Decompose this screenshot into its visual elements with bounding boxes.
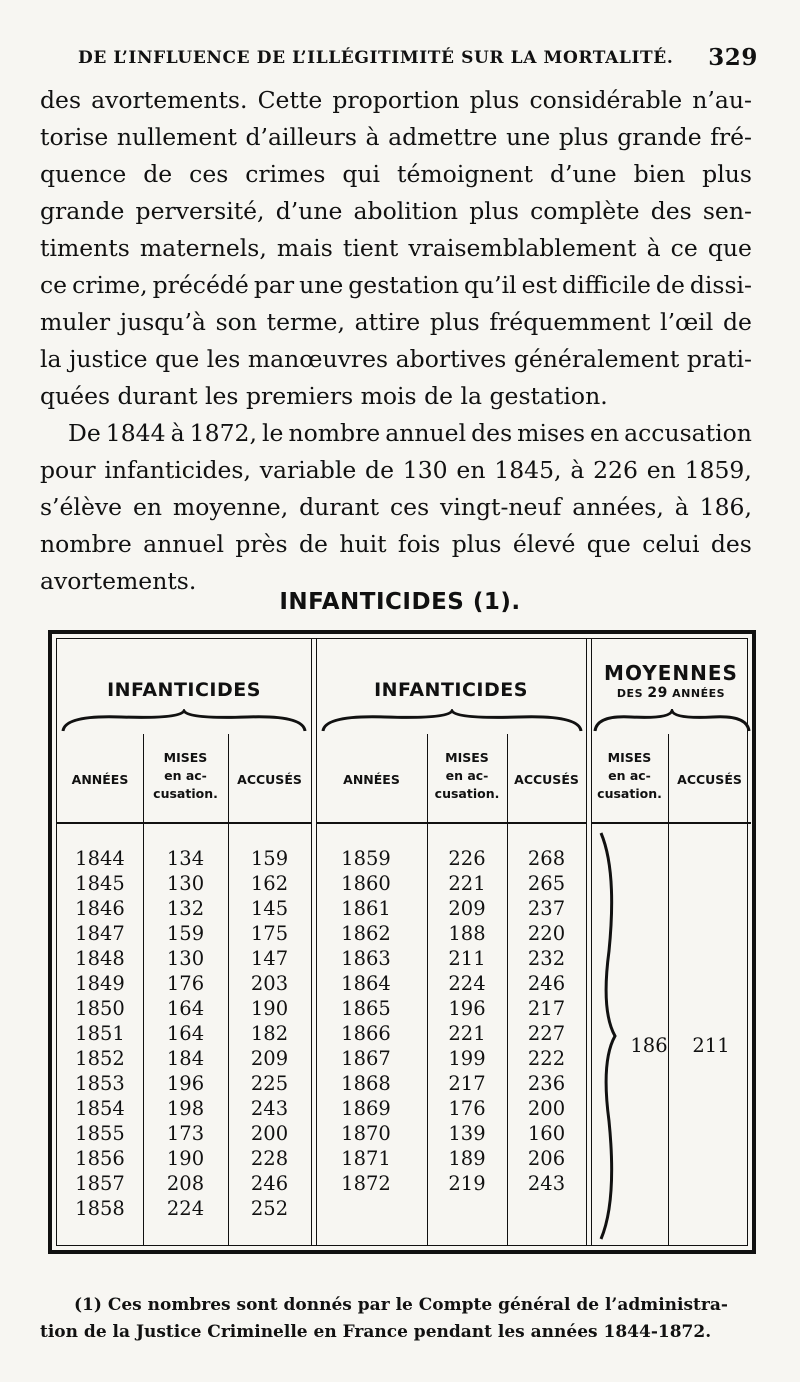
- paragraph1-line: [40, 119, 752, 156]
- col-header-accuses-left: ACCUSÉS: [237, 772, 302, 787]
- word: des: [650, 197, 692, 225]
- table-cell: 243: [250, 1097, 289, 1120]
- word: vraisemblablement: [408, 234, 637, 262]
- table-cell: 1863: [341, 947, 391, 970]
- table-cell: 182: [250, 1022, 289, 1045]
- word: par: [253, 271, 295, 299]
- table-cell: 224: [166, 1197, 205, 1220]
- paragraph1-line: [40, 82, 752, 119]
- word: une: [299, 271, 344, 299]
- table-cell: 198: [166, 1097, 205, 1120]
- word: fois: [397, 530, 441, 558]
- table-cell: 1864: [341, 972, 391, 995]
- table-cell: 1849: [75, 972, 125, 995]
- word: gestation: [348, 271, 459, 299]
- table-cell: 224: [448, 972, 486, 995]
- brace-right: [593, 709, 751, 735]
- word: sen-: [702, 197, 752, 225]
- table-cell: 132: [166, 897, 205, 920]
- word: tient: [342, 234, 399, 262]
- table-cell: 147: [250, 947, 289, 970]
- table-cell: 208: [166, 1172, 205, 1195]
- word: d’ailleurs: [245, 123, 357, 151]
- paragraph1-line: [40, 267, 752, 304]
- word: annuel: [143, 530, 224, 558]
- word: prati-: [686, 345, 752, 373]
- word: maternels,: [139, 234, 267, 262]
- table-cell: 1866: [341, 1022, 391, 1045]
- table-cell: 217: [448, 1072, 486, 1095]
- word: ce: [670, 234, 698, 262]
- word: une: [506, 123, 551, 151]
- table-cell: 1865: [341, 997, 391, 1020]
- group-header-middle: INFANTICIDES: [374, 679, 528, 701]
- word: les: [206, 345, 241, 373]
- table-cell: 243: [527, 1172, 566, 1195]
- moyennes-sub-pre: DES: [616, 687, 643, 700]
- word: attire: [354, 308, 421, 336]
- table-cell: 222: [527, 1047, 566, 1070]
- footnote-line-1: (1) Ces nombres sont donnés par le Compte général de l’administra-: [74, 1295, 728, 1315]
- word: jusqu’à: [119, 308, 206, 336]
- word: manœuvres: [247, 345, 389, 373]
- table-cell: 196: [166, 1072, 205, 1095]
- table-cell: 1848: [75, 947, 125, 970]
- running-head-title: DE L’INFLUENCE DE L’ILLÉGITIMITÉ SUR LA MORTALITÉ.: [78, 48, 674, 68]
- paragraph1-line: [40, 341, 752, 378]
- word: d’une: [549, 160, 617, 188]
- table-cell: 217: [527, 997, 566, 1020]
- table-cell: 200: [527, 1097, 566, 1120]
- word: de: [298, 530, 328, 558]
- table-cell: 1859: [341, 847, 391, 870]
- table-cell: 159: [250, 847, 289, 870]
- word: nombre: [288, 419, 381, 447]
- word: De: [68, 419, 101, 447]
- word: à: [365, 123, 380, 151]
- table-cell: 134: [166, 847, 205, 870]
- mises-label-3: cusation.: [153, 786, 218, 801]
- word: infanticides,: [104, 456, 251, 484]
- table-cell: 268: [527, 847, 566, 870]
- word: près: [235, 530, 288, 558]
- word: grande: [40, 197, 125, 225]
- word: admettre: [388, 123, 498, 151]
- moyennes-sub-post: ANNÉES: [672, 687, 726, 700]
- paragraph-1: [40, 82, 752, 415]
- body-text: [40, 82, 752, 600]
- word: son: [215, 308, 257, 336]
- word: Cette: [257, 86, 323, 114]
- table-cell: 175: [250, 922, 289, 945]
- word: élevé: [512, 530, 576, 558]
- table-cell: 1844: [75, 847, 125, 870]
- word: accusation: [624, 419, 752, 447]
- col-header-accuses-middle: ACCUSÉS: [514, 772, 579, 787]
- word: des: [710, 530, 752, 558]
- infanticides-table: [48, 630, 756, 1254]
- moyennes-label: MOYENNES: [604, 661, 738, 685]
- table-cell: 1854: [75, 1097, 125, 1120]
- table-cell: 1870: [341, 1122, 391, 1145]
- word: annuel: [385, 419, 467, 447]
- mises-label-3: cusation.: [597, 786, 662, 801]
- paragraph2-line: [40, 415, 752, 452]
- word: qu’il: [463, 271, 517, 299]
- word: 1845,: [494, 456, 562, 484]
- word: plus: [451, 530, 502, 558]
- table-cell: 164: [166, 1022, 205, 1045]
- word: ce: [40, 271, 68, 299]
- table-cell: 1868: [341, 1072, 391, 1095]
- table-cell: 227: [527, 1022, 566, 1045]
- word: années,: [572, 493, 664, 521]
- table-cell: 209: [448, 897, 486, 920]
- table-cell: 228: [250, 1147, 289, 1170]
- word: n’au-: [692, 86, 752, 114]
- word: timents: [40, 234, 130, 262]
- word: que: [707, 234, 752, 262]
- word: à: [646, 234, 661, 262]
- table-cell: 232: [527, 947, 566, 970]
- table-cell: 188: [448, 922, 486, 945]
- word: durant: [299, 493, 380, 521]
- col-header-mises-right: [591, 749, 668, 803]
- table-cell: 219: [448, 1172, 486, 1195]
- table-cell: 1867: [341, 1047, 391, 1070]
- header-rule-right: [591, 822, 751, 824]
- col-header-years-middle: ANNÉES: [343, 772, 400, 787]
- word: de: [723, 308, 752, 336]
- word: ces: [390, 493, 430, 521]
- table-cell: 1855: [75, 1122, 125, 1145]
- word: muler: [40, 308, 111, 336]
- word: perversité,: [135, 197, 265, 225]
- brace-middle: [321, 709, 583, 735]
- table-cell: 209: [250, 1047, 289, 1070]
- word: pour: [40, 456, 96, 484]
- word: témoignent: [397, 160, 533, 188]
- footnote: [40, 1292, 770, 1346]
- group-divider: [586, 639, 592, 1245]
- moyennes-sub-num: 29: [647, 685, 668, 701]
- table-cell: 184: [166, 1047, 205, 1070]
- table-cell: 196: [448, 997, 486, 1020]
- word: qui: [342, 160, 381, 188]
- table-cell: 130: [166, 872, 205, 895]
- word: la: [40, 345, 62, 373]
- table-cell: 1857: [75, 1172, 125, 1195]
- page-number: 329: [708, 44, 758, 71]
- word: mais: [276, 234, 333, 262]
- word: l’œil: [660, 308, 714, 336]
- word: quence: [40, 160, 127, 188]
- table-cell: 237: [527, 897, 566, 920]
- table-cell: 139: [448, 1122, 486, 1145]
- word: plus: [469, 197, 519, 225]
- table-cell: 221: [448, 1022, 486, 1045]
- word: considérable: [529, 86, 683, 114]
- col-header-mises-middle: [427, 749, 507, 803]
- word: ces: [189, 160, 229, 188]
- word: proportion: [332, 86, 460, 114]
- footnote-line-2: tion de la Justice Criminelle en France pendant les années 1844-1872.: [40, 1322, 712, 1342]
- word: plus: [558, 123, 609, 151]
- table-cell: 236: [527, 1072, 566, 1095]
- word: huit: [339, 530, 387, 558]
- table-cell: 246: [527, 972, 566, 995]
- word: 186,: [699, 493, 752, 521]
- table-cell: 162: [250, 872, 289, 895]
- table-cell: 190: [166, 1147, 205, 1170]
- mises-label: MISES: [163, 750, 208, 765]
- mises-label: MISES: [607, 750, 652, 765]
- word: 226: [593, 456, 638, 484]
- group-header-right: [591, 661, 751, 701]
- table-cell: 159: [166, 922, 205, 945]
- table-cell: 189: [448, 1147, 486, 1170]
- word: nombre: [40, 530, 132, 558]
- paragraph1-line: [40, 193, 752, 230]
- table-cell: 211: [448, 947, 486, 970]
- col-header-years-left: ANNÉES: [71, 772, 129, 787]
- word: justice: [69, 345, 148, 373]
- word: bien: [633, 160, 686, 188]
- word: précédé: [152, 271, 249, 299]
- table-cell: 252: [250, 1197, 289, 1220]
- running-head: [78, 44, 758, 74]
- paragraph1-line: [40, 304, 752, 341]
- table-cell: 176: [166, 972, 205, 995]
- table-cell: 206: [527, 1147, 566, 1170]
- table-cell: 130: [166, 947, 205, 970]
- table-cell: 1846: [75, 897, 125, 920]
- table-cell: 160: [527, 1122, 566, 1145]
- table-cell: 220: [527, 922, 566, 945]
- mises-label-2: en ac-: [445, 768, 489, 783]
- group-header-left: INFANTICIDES: [107, 679, 261, 701]
- word: moyenne,: [172, 493, 289, 521]
- moyennes-sublabel: [591, 685, 751, 701]
- average-accuses: 211: [692, 1034, 730, 1057]
- table-cell: 226: [448, 847, 486, 870]
- paragraph2-line: [40, 452, 752, 489]
- word: des: [40, 86, 82, 114]
- table-cell: 1861: [341, 897, 391, 920]
- table-cell: 1853: [75, 1072, 125, 1095]
- paragraph2-line: avortements.: [40, 567, 197, 595]
- word: à: [570, 456, 585, 484]
- word: à: [674, 493, 689, 521]
- col-header-accuses-right: ACCUSÉS: [677, 772, 742, 787]
- table-cell: 1862: [341, 922, 391, 945]
- table-title: INFANTICIDES (1).: [279, 589, 521, 615]
- table-cell: 190: [250, 997, 289, 1020]
- word: grande: [617, 123, 702, 151]
- word: de: [365, 456, 394, 484]
- brace-left: [61, 709, 307, 735]
- word: terme,: [266, 308, 345, 336]
- word: plus: [469, 86, 520, 114]
- table-cell: 1871: [341, 1147, 391, 1170]
- paragraph2-line: [40, 526, 752, 563]
- word: abolition: [353, 197, 459, 225]
- word: celui: [642, 530, 700, 558]
- paragraph1-line: [40, 230, 752, 267]
- word: que: [155, 345, 200, 373]
- word: avortements.: [91, 86, 248, 114]
- word: torise: [40, 123, 109, 151]
- word: complète: [530, 197, 640, 225]
- word: en: [132, 493, 162, 521]
- table-cell: 200: [250, 1122, 289, 1145]
- paragraph1-line: quées durant les premiers mois de la gestation.: [40, 382, 608, 410]
- col-header-mises-left: [143, 749, 228, 803]
- word: plus: [702, 160, 752, 188]
- header-rule-middle: [316, 822, 586, 824]
- word: crime,: [72, 271, 148, 299]
- table-cell: 145: [250, 897, 289, 920]
- word: en: [456, 456, 486, 484]
- word: fréquemment: [489, 308, 651, 336]
- paragraph1-line: [40, 156, 752, 193]
- word: en: [590, 419, 620, 447]
- word: que: [586, 530, 631, 558]
- word: 1844: [105, 419, 166, 447]
- table-cell: 203: [250, 972, 289, 995]
- paragraph-2: [40, 415, 752, 600]
- average-mises: 186: [630, 1034, 668, 1057]
- word: s’élève: [40, 493, 123, 521]
- header-rule-left: [57, 822, 311, 824]
- word: mises: [517, 419, 585, 447]
- word: le: [261, 419, 284, 447]
- table-cell: 246: [250, 1172, 289, 1195]
- word: abortives: [395, 345, 507, 373]
- word: dissi-: [689, 271, 752, 299]
- mises-label-2: en ac-: [164, 768, 207, 783]
- table-cell: 1856: [75, 1147, 125, 1170]
- table-cell: 1850: [75, 997, 125, 1020]
- table-cell: 221: [448, 872, 486, 895]
- word: crimes: [245, 160, 326, 188]
- word: à: [170, 419, 185, 447]
- word: des: [471, 419, 513, 447]
- word: 1872,: [189, 419, 257, 447]
- word: en: [646, 456, 676, 484]
- word: 1859,: [684, 456, 752, 484]
- mises-label-2: en ac-: [608, 768, 651, 783]
- paragraph2-line: [40, 489, 752, 526]
- word: plus: [429, 308, 480, 336]
- table-cell: 1860: [341, 872, 391, 895]
- word: variable: [259, 456, 357, 484]
- table-cell: 173: [166, 1122, 205, 1145]
- mises-label-3: cusation.: [434, 786, 500, 801]
- table-cell: 1847: [75, 922, 125, 945]
- word: généralement: [513, 345, 680, 373]
- word: d’une: [275, 197, 343, 225]
- table-frame: [56, 638, 748, 1246]
- table-cell: 1869: [341, 1097, 391, 1120]
- mises-label: MISES: [445, 750, 489, 765]
- table-cell: 164: [166, 997, 205, 1020]
- table-cell: 199: [448, 1047, 486, 1070]
- word: difficile: [562, 271, 651, 299]
- table-cell: 1845: [75, 872, 125, 895]
- word: de: [143, 160, 173, 188]
- table-cell: 1858: [75, 1197, 125, 1220]
- word: de: [655, 271, 685, 299]
- word: est: [521, 271, 558, 299]
- word: 130: [402, 456, 448, 484]
- word: nullement: [116, 123, 237, 151]
- col-divider: [668, 734, 669, 1245]
- table-cell: 225: [250, 1072, 289, 1095]
- table-cell: 265: [527, 872, 566, 895]
- word: vingt-neuf: [440, 493, 562, 521]
- table-cell: 1852: [75, 1047, 125, 1070]
- table-cell: 176: [448, 1097, 486, 1120]
- table-cell: 1872: [341, 1172, 391, 1195]
- table-cell: 1851: [75, 1022, 125, 1045]
- word: fré-: [710, 123, 752, 151]
